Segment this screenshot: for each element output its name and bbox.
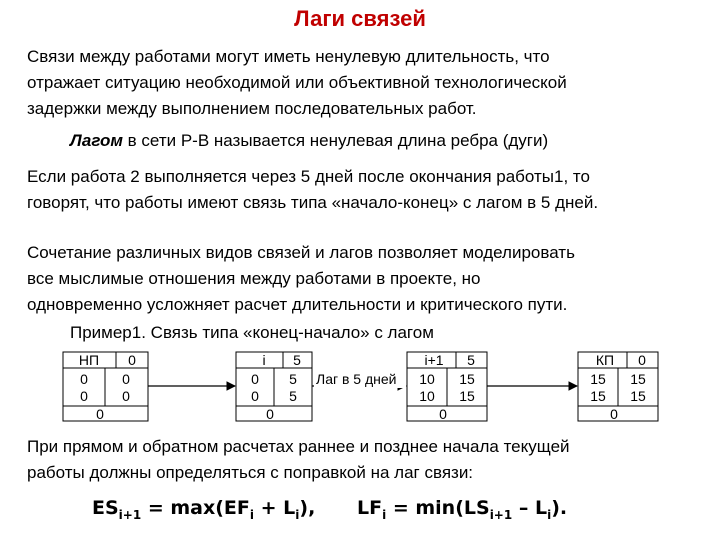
- node-lf: 5: [289, 388, 297, 404]
- text-line: все мыслимые отношения между работами в проекте, но: [27, 269, 481, 288]
- node-finish: [578, 352, 658, 422]
- node-ef: 5: [289, 371, 297, 387]
- text-line: говорят, что работы имеют связь типа «начало-конец» с лагом в 5 дней.: [27, 193, 599, 212]
- node-start: [63, 352, 148, 422]
- combination-paragraph: [27, 240, 717, 318]
- node-slack: 0: [266, 406, 274, 422]
- text-line: Сочетание различных видов связей и лагов позволяет моделировать: [27, 243, 575, 262]
- node-i-plus-1: [407, 352, 487, 422]
- example-caption: Пример1. Связь типа «конец-начало» с лагом: [70, 323, 434, 342]
- node-ls: 10: [419, 388, 435, 404]
- node-es: 10: [419, 371, 435, 387]
- node-es: 0: [251, 371, 259, 387]
- formula-es: $ES_{i+1} = \max(EF_i + L_i)$,: [92, 497, 316, 522]
- example-paragraph: [27, 164, 717, 216]
- formula-lf: $LF_i = \min(LS_{i+1} - L_i)$.: [357, 497, 568, 522]
- node-duration: 5: [293, 352, 301, 368]
- lag-label: Лаг в 5 дней: [316, 371, 397, 387]
- lag-definition: [70, 128, 720, 154]
- text-line: одновременно усложняет расчет длительности и критического пути.: [27, 295, 568, 314]
- lag-term: Лагом: [70, 131, 123, 150]
- node-name: i+1: [424, 352, 444, 368]
- text-line: работы должны определяться с поправкой на лаг связи:: [27, 463, 474, 482]
- text-line: Если работа 2 выполняется через 5 дней после окончания работы1, то: [27, 167, 590, 186]
- node-duration: 0: [128, 352, 136, 368]
- node-slack: 0: [610, 406, 618, 422]
- node-slack: 0: [96, 406, 104, 422]
- text-line: отражает ситуацию необходимой или объективной технологической: [27, 73, 567, 92]
- lag-definition-text: в сети P-B называется ненулевая длина ребра (дуги): [122, 131, 549, 150]
- network-diagram: [0, 345, 720, 430]
- node-i: [236, 352, 312, 422]
- node-name: i: [262, 352, 266, 368]
- node-lf: 15: [630, 388, 646, 404]
- node-ef: 15: [630, 371, 646, 387]
- slide-title: Лаги связей: [294, 6, 426, 31]
- intro-paragraph: [27, 44, 717, 122]
- node-duration: 0: [638, 352, 646, 368]
- node-lf: 0: [122, 388, 130, 404]
- node-name: КП: [595, 352, 615, 368]
- node-slack: 0: [439, 406, 447, 422]
- text-line: задержки между выполнением последовательных работ.: [27, 99, 477, 118]
- node-es: 0: [80, 371, 88, 387]
- text-line: Связи между работами могут иметь ненулевую длительность, что: [27, 47, 550, 66]
- node-es: 15: [590, 371, 606, 387]
- node-ls: 0: [251, 388, 259, 404]
- node-ls: 15: [590, 388, 606, 404]
- node-lf: 15: [459, 388, 475, 404]
- node-ef: 0: [122, 371, 130, 387]
- text-line: При прямом и обратном расчетах раннее и позднее начала текущей: [27, 437, 570, 456]
- node-ef: 15: [459, 371, 475, 387]
- node-duration: 5: [467, 352, 475, 368]
- calculation-paragraph: [27, 434, 717, 486]
- node-name: НП: [78, 352, 100, 368]
- node-ls: 0: [80, 388, 88, 404]
